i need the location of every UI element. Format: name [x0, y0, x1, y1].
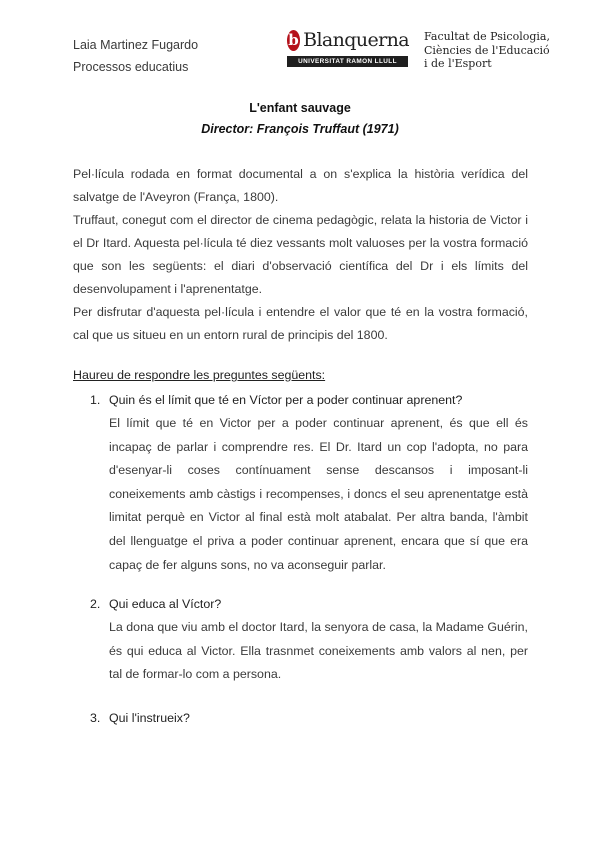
intro-paragraph: Pel·lícula rodada en format documental a on s'explica la història verídica del salvatge de l'Aveyron (França, 1800).	[73, 167, 528, 204]
section-heading: Haureu de respondre les preguntes següents:	[73, 368, 326, 382]
question-item	[90, 393, 528, 577]
university-logo	[287, 28, 409, 67]
logo-wordmark: Blanquerna	[303, 29, 409, 51]
blanquerna-logo-icon: b	[288, 31, 299, 49]
question-item	[90, 597, 528, 687]
document-subtitle: Director: François Truffaut (1971)	[201, 122, 399, 136]
faculty-line: i de l'Esport	[424, 57, 492, 70]
question-item	[90, 711, 528, 725]
author-name: Laia Martinez Fugardo	[73, 38, 199, 52]
question-text: Quin és el límit que té en Víctor per a poder continuar aprenent?	[109, 393, 463, 407]
answer-text: La dona que viu amb el doctor Itard, la senyora de casa, la Madame Guérin, és qui educa al Victor. Ella trasnmet coneixements amb valors al nen, per tal de formar-lo com a persona.	[109, 620, 528, 682]
faculty-name	[424, 30, 550, 71]
intro-paragraph: Per disfrutar d'aquesta pel·lícula i entendre el valor que té en la vostra formació, cal que us situeu en un entorn rural de principis del 1800.	[73, 305, 528, 342]
document-title: L'enfant sauvage	[249, 101, 351, 115]
faculty-line: Ciències de l'Educació	[424, 43, 550, 57]
intro-paragraph: Truffaut, conegut com el director de cinema pedagògic, relata la historia de Victor i el Dr Itard. Aquesta pel·lícula té diez vessants molt valuoses per la vostra formació que son les següents: el diari d'observació científica del Dr i els límits del desenvolupament i l'aprenentatge.	[73, 213, 528, 296]
logo-university-bar: UNIVERSITAT RAMON LLULL	[287, 56, 408, 67]
question-number: 1.	[90, 393, 101, 407]
intro-text	[73, 163, 528, 347]
answer-text: El límit que té en Victor per a poder continuar aprenent, és que ell és incapaç de parlar i comprendre res. El Dr. Itard un cop l'adopta, no para d'esenyar-li coses contínuament sense descansos i imposant-li coneixements amb càstigs i recompenses, i doncs el seu aprenentatge està limitat perquè en Victor al final està molt atabalat. Per altra banda, l'àmbit del llenguatge el priva a poder continuar aprenent, encara que sí que era capaç de fer alguns sons, no va aconseguir parlar.	[109, 416, 528, 572]
faculty-line: Facultat de Psicologia,	[424, 30, 550, 43]
question-text: Qui l'instrueix?	[109, 711, 190, 725]
question-number: 2.	[90, 597, 101, 611]
question-text: Qui educa al Víctor?	[109, 597, 222, 611]
course-name: Processos educatius	[73, 60, 189, 74]
question-number: 3.	[90, 711, 101, 725]
